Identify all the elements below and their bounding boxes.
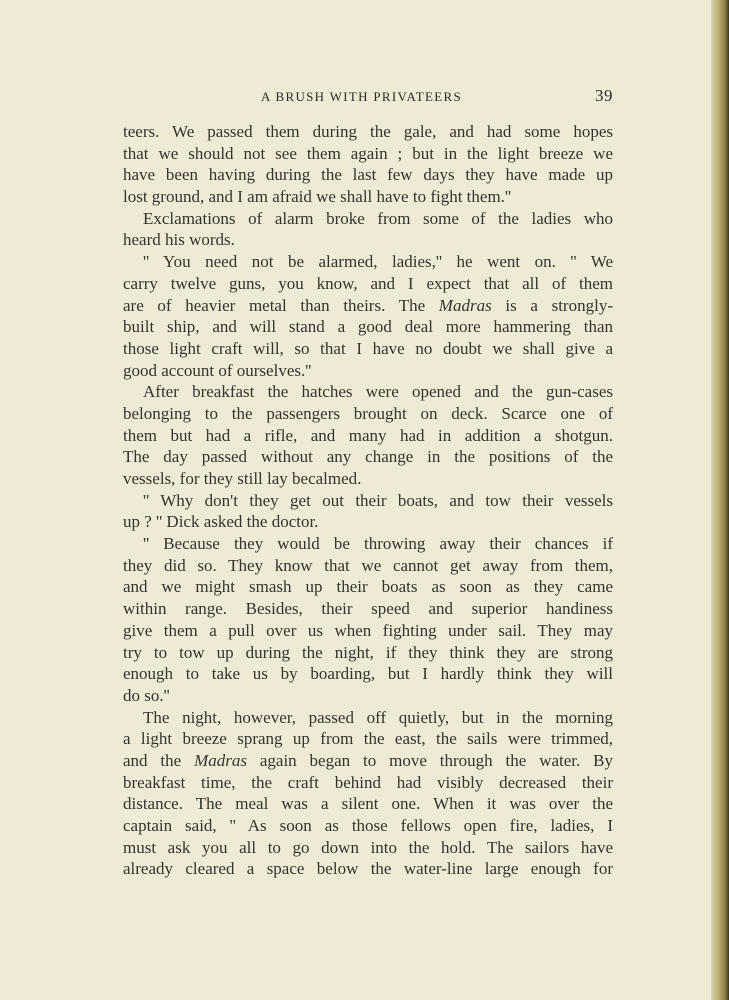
- text-line: teers. We passed them during the gale, and had some hopes: [123, 122, 613, 141]
- body-text: [123, 121, 613, 880]
- text-line: have been having during the last few days they have made up: [123, 165, 613, 185]
- text-line: within range. Besides, their speed and superior handiness: [123, 599, 613, 619]
- text-line: [123, 295, 613, 317]
- text-line: a light breeze sprang up from the east, the sails were trimmed,: [123, 729, 613, 749]
- text-line: belonging to the passengers brought on deck. Scarce one of: [123, 403, 613, 423]
- text-run: are of heavier metal than theirs. The: [123, 295, 439, 315]
- text-line: vessels, for they still lay becalmed.: [123, 469, 362, 488]
- text-line: The day passed without any change in the positions of the: [123, 447, 613, 467]
- text-line: do so.'': [123, 685, 170, 705]
- text-line: '' Why don't they get out their boats, and tow their vessels: [143, 490, 613, 510]
- text-line: After breakfast the hatches were opened and the gun-cases: [143, 382, 613, 402]
- text-line: they did so. They know that we cannot get away from them,: [123, 555, 613, 575]
- text-line: and we might smash up their boats as soon as they came: [123, 577, 613, 597]
- text-line: that we should not see them again ; but in the light breeze we: [123, 143, 613, 163]
- page-number: 39: [595, 86, 613, 105]
- text-line: enough to take us by boarding, but I hardly think they will: [123, 664, 613, 684]
- text-run: is a strongly-: [491, 295, 613, 315]
- text-line: give them a pull over us when fighting under sail. They may: [123, 620, 613, 640]
- text-run: again began to move through the water. By: [246, 750, 613, 770]
- text-line: '' You need not be alarmed, ladies,'' he went on. '' We: [143, 252, 613, 272]
- running-title: A BRUSH WITH PRIVATEERS: [261, 89, 462, 104]
- text-line: built ship, and will stand a good deal more hammering than: [123, 317, 613, 337]
- text-line: already cleared a space below the water-line large enough for: [123, 859, 613, 879]
- text-line: try to tow up during the night, if they think they are strong: [123, 642, 613, 662]
- text-line: up ? '' Dick asked the doctor.: [123, 512, 319, 532]
- text-line: captain said, '' As soon as those fellows open fire, ladies, I: [123, 816, 613, 835]
- italic-ship-name: Madras: [438, 295, 492, 315]
- italic-ship-name: Madras: [194, 750, 247, 770]
- text-line: heard his words.: [123, 230, 235, 250]
- text-line: [123, 750, 613, 772]
- text-line: those light craft will, so that I have no doubt we shall give a: [123, 338, 613, 358]
- text-line: The night, however, passed off quietly, but in the morning: [143, 707, 613, 727]
- running-head: [123, 86, 613, 110]
- text-line: good account of ourselves.'': [123, 360, 312, 380]
- text-line: lost ground, and I am afraid we shall have to fight them.'': [123, 187, 512, 207]
- text-line: '' Because they would be throwing away their chances if: [143, 534, 613, 554]
- book-spine-edge: [711, 0, 729, 1000]
- text-line: them but had a rifle, and many had in addition a shotgun.: [123, 425, 613, 445]
- text-run: and the: [123, 750, 195, 770]
- text-line: Exclamations of alarm broke from some of the ladies who: [143, 208, 613, 228]
- text-line: carry twelve guns, you know, and I expect that all of them: [123, 273, 613, 293]
- text-line: distance. The meal was a silent one. When it was over the: [123, 794, 613, 814]
- text-line: must ask you all to go down into the hold. The sailors have: [123, 837, 613, 857]
- text-line: breakfast time, the craft behind had visibly decreased their: [123, 772, 613, 792]
